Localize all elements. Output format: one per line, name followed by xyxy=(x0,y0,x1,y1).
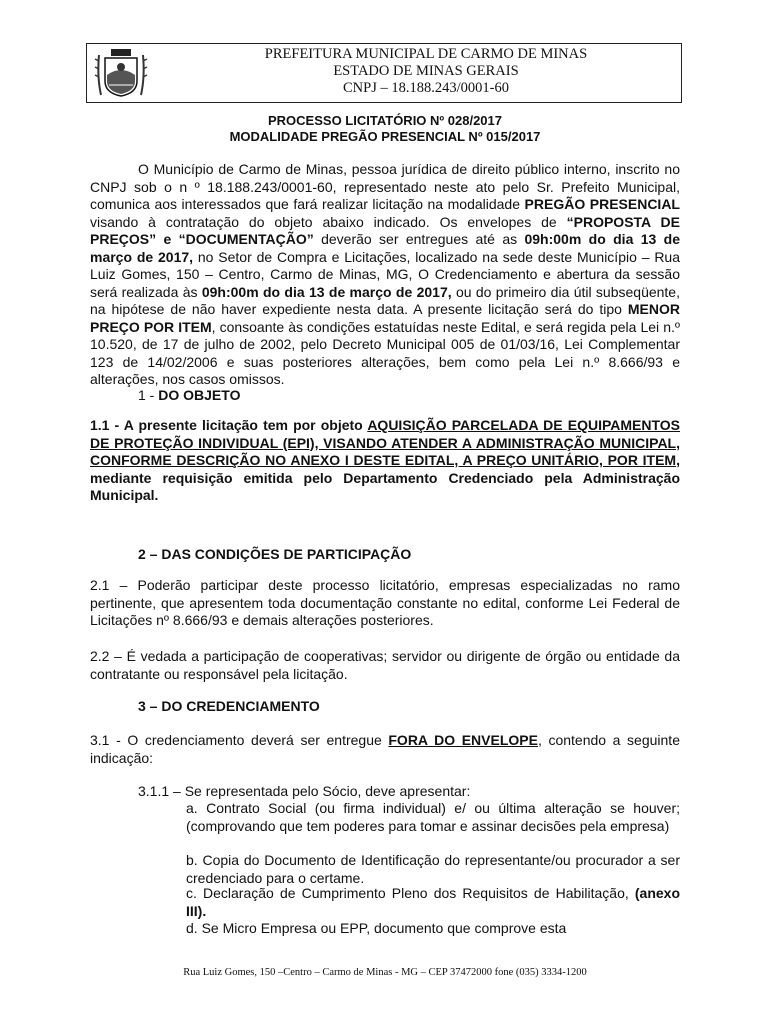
section-2-1-paragraph: 2.1 – Poderão participar deste processo licitatório, empresas especializadas no ramo pertinente, que apresentem toda documentação constante no edital, conforme Lei Federal de Licitações nº 8.666/93 e demais alterações posteriores. xyxy=(90,577,680,628)
section-2-2-paragraph: 2.2 – É vedada a participação de cooperativas; servidor ou dirigente de órgão ou entidade da contratante ou responsável pela licitação. xyxy=(90,648,680,682)
cnpj: CNPJ – 18.188.243/0001-60 xyxy=(343,80,509,96)
section-1-heading: 1 - DO OBJETO xyxy=(138,387,241,403)
state-name: ESTADO DE MINAS GERAIS xyxy=(333,63,519,79)
section-3-heading: 3 – DO CREDENCIAMENTO xyxy=(138,698,320,714)
letterhead xyxy=(86,43,682,103)
section-3-1-paragraph: 3.1 - O credenciamento deverá ser entregue FORA DO ENVELOPE, contendo a seguinte indicação: xyxy=(90,732,680,766)
requirement-item-d: d. Se Micro Empresa ou EPP, documento que comprove esta xyxy=(186,920,567,936)
requirement-item-b: b. Copia do Documento de Identificação do representante/ou procurador a ser credenciado para o certame. xyxy=(186,852,680,886)
process-title: PROCESSO LICITATÓRIO Nº 028/2017 xyxy=(268,113,502,128)
municipal-coat-of-arms-icon xyxy=(91,47,151,99)
modality-title: MODALIDADE PREGÃO PRESENCIAL Nº 015/2017 xyxy=(229,129,541,144)
section-2-heading: 2 – DAS CONDIÇÕES DE PARTICIPAÇÃO xyxy=(138,546,412,562)
requirement-item-c: c. Declaração de Cumprimento Pleno dos Requisitos de Habilitação, (anexo III). xyxy=(186,885,680,919)
section-1-1-paragraph: 1.1 - A presente licitação tem por objeto AQUISIÇÃO PARCELADA DE EQUIPAMENTOS DE PROTEÇÃO INDIVIDUAL (EPI), VISANDO ATENDER A ADMINISTRAÇÃO MUNICIPAL, CONFORME DESCRIÇÃO NO ANEXO I DESTE EDITAL, A PREÇO UNITÁRIO, POR ITEM, mediante requisição emitida pelo Departamento Credenciado pela Administração Municipal. xyxy=(90,417,681,503)
requirement-item-a: a. Contrato Social (ou firma individual) e/ ou última alteração se houver; (comprovando que tem poderes para tomar e assinar decisões pela empresa) xyxy=(186,800,680,834)
intro-paragraph: O Município de Carmo de Minas, pessoa jurídica de direito público interno, inscrito no CNPJ sob o n º 18.188.243/0001-60, representado neste ato pelo Sr. Prefeito Municipal, comunica aos interessados que fará realizar licitação na modalidade PREGÃO PRESENCIAL visando à contratação do objeto abaixo indicado. Os envelopes de “PROPOSTA DE PREÇOS” e “DOCUMENTAÇÃO” deverão ser entregues até as 09h:00m do dia 13 de março de 2017, no Setor de Compra e Licitações, localizado na sede deste Município – Rua Luiz Gomes, 150 – Centro, Carmo de Minas, MG, O Credenciamento e abertura da sessão será realizada às 09h:00m do dia 13 de março de 2017, ou do primeiro dia útil subseqüente, na hipótese de não haver expediente nesta data. A presente licitação será do tipo MENOR PREÇO POR ITEM, consoante às condições estatuídas neste Edital, e será regida pela Lei n.º 10.520, de 17 de julho de 2002, pelo Decreto Municipal 005 de 01/03/16, Lei Complementar 123 de 14/02/2006 e suas posteriores alterações, bem como pela Lei n.º 8.666/93 e alterações, nos casos omissos. xyxy=(90,161,680,387)
municipality-name: PREFEITURA MUNICIPAL DE CARMO DE MINAS xyxy=(264,46,588,62)
page-footer: Rua Luiz Gomes, 150 –Centro – Carmo de Minas - MG – CEP 37472000 fone (035) 3334-1200 xyxy=(183,967,587,978)
section-3-1-1-line: 3.1.1 – Se representada pelo Sócio, deve apresentar: xyxy=(138,783,471,799)
